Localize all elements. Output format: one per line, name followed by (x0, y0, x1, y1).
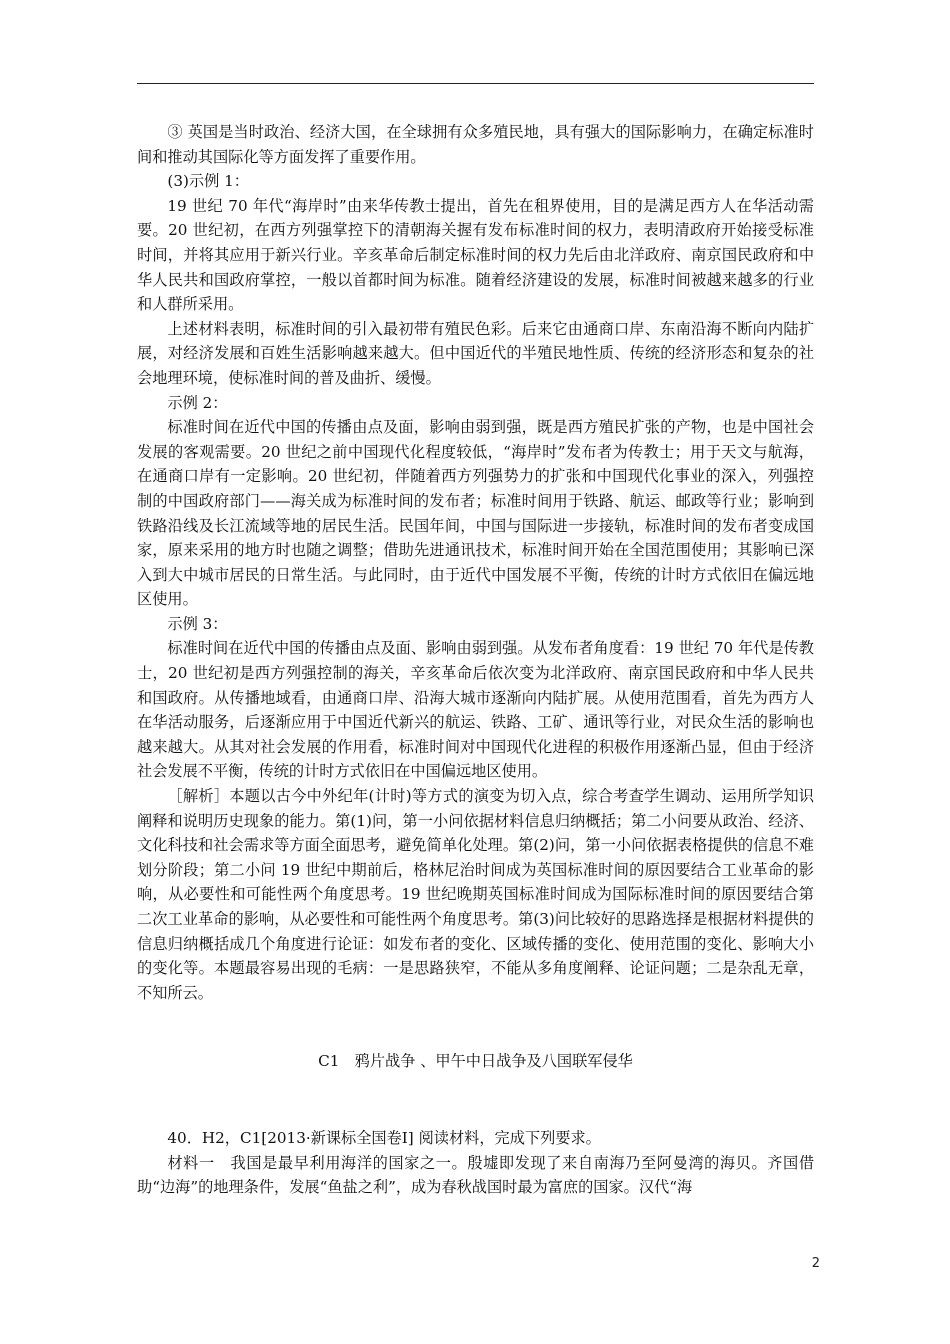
question-heading: 40．H2，C1[2013·新课标全国卷Ⅰ] 阅读材料，完成下列要求。 (167, 1128, 601, 1147)
paragraph: 材料一 我国是最早利用海洋的国家之一。殷墟即发现了来自南海乃至阿曼湾的海贝。齐国借助“边海”的地理条件，发展“鱼盐之利”，成为春秋战国时最为富庶的国家。汉代“海 (137, 1153, 814, 1197)
document-body (137, 120, 814, 1200)
paragraph: (3)示例 1： (167, 172, 249, 191)
paragraph: 19 世纪 70 年代“海岸时”由来华传教士提出，首先在租界使用，目的是满足西方人在华活动需要。20 世纪初，在西方列强掌控下的清朝海关握有发布标准时间的权力，表明清政府开始接受标准时间，并将其应用于新兴行业。辛亥革命后制定标准时间的权力先后由北洋政府、南京国民政府和中华人民共和国政府掌控，一般以首都时间为标准。随着经济建设的发展，标准时间被越来越多的行业和人群所采用。 (137, 196, 814, 314)
paragraph: 标准时间在近代中国的传播由点及面、影响由弱到强。从发布者角度看：19 世纪 70 年代是传教士，20 世纪初是西方列强控制的海关，辛亥革命后依次变为北洋政府、南京国民政府和中华人民共和国政府。从传播地域看，由通商口岸、沿海大城市逐渐向内陆扩展。从使用范围看，首先为西方人在华活动服务，后逐渐应用于中国近代新兴的航运、铁路、工矿、通讯等行业，对民众生活的影响也越来越大。从其对社会发展的作用看，标准时间对中国现代化进程的积极作用逐渐凸显，但由于经济社会发展不平衡，传统的计时方式依旧在中国偏远地区使用。 (137, 639, 814, 781)
paragraph: 示例 2： (167, 393, 228, 412)
header-rule (137, 83, 814, 84)
paragraph: 标准时间在近代中国的传播由点及面，影响由弱到强，既是西方殖民扩张的产物，也是中国社会发展的客观需要。20 世纪之前中国现代化程度较低，“海岸时”发布者为传教士；用于天文与航海，在通商口岸有一定影响。20 世纪初，伴随着西方列强势力的扩张和中国现代化事业的深入，列强控制的中国政府部门——海关成为标准时间的发布者；标准时间用于铁路、航运、邮政等行业；影响到铁路沿线及长江流域等地的居民生活。民国年间，中国与国际进一步接轨，标准时间的发布者变成国家，原来采用的地方时也随之调整；借助先进通讯技术，标准时间开始在全国范围使用；其影响已深入到大中城市居民的日常生活。与此同时，由于近代中国发展不平衡，传统的计时方式依旧在偏远地区使用。 (137, 418, 814, 609)
paragraph: 上述材料表明，标准时间的引入最初带有殖民色彩。后来它由通商口岸、东南沿海不断向内陆扩展，对经济发展和百姓生活影响越来越大。但中国近代的半殖民地性质、传统的经济形态和复杂的社会地理环境，使标准时间的普及曲折、缓慢。 (137, 319, 814, 387)
paragraph: 示例 3： (167, 614, 228, 633)
page-number: 2 (811, 1256, 820, 1271)
analysis-paragraph: ［解析］本题以古今中外纪年(计时)等方式的演变为切入点，综合考查学生调动、运用所学知识阐释和说明历史现象的能力。第(1)问，第一小问依据材料信息归纳概括；第二小问要从政治、经济、文化科技和社会需求等方面全面思考，避免简单化处理。第(2)问，第一小问依据表格提供的信息不难划分阶段；第二小问 19 世纪中期前后，格林尼治时间成为英国标准时间的原因要结合工业革命的影响，从必要性和可能性两个角度思考。19 世纪晚期英国标准时间成为国际标准时间的原因要结合第二次工业革命的影响，从必要性和可能性两个角度思考。第(3)问比较好的思路选择是根据材料提供的信息归纳概括成几个角度进行论证：如发布者的变化、区域传播的变化、使用范围的变化、影响大小的变化等。本题最容易出现的毛病：一是思路狭窄，不能从多角度阐释、论证问题；二是杂乱无章，不知所云。 (137, 787, 814, 1002)
section-title: C1 鸦片战争 、甲午中日战争及八国联军侵华 (318, 1052, 633, 1071)
paragraph: ③ 英国是当时政治、经济大国，在全球拥有众多殖民地，具有强大的国际影响力，在确定标准时间和推动其国际化等方面发挥了重要作用。 (137, 123, 814, 166)
